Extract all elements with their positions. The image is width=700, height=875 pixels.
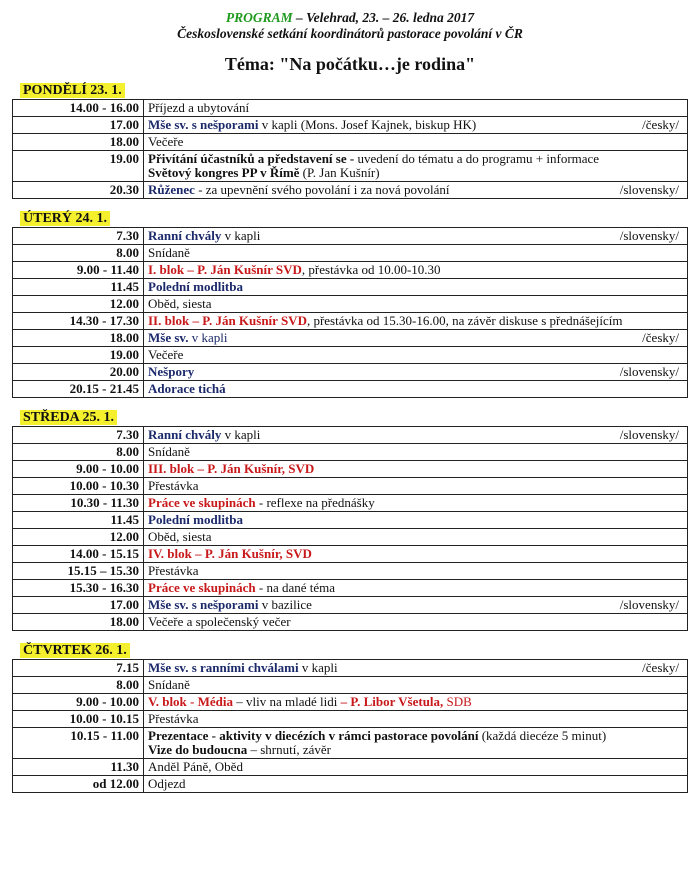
time-cell: 9.00 - 10.00 [13,694,144,711]
entry-text-part: (každá diecéze 5 minut) [478,728,607,743]
entry-text-part: Snídaně [148,245,190,260]
document-header [0,0,700,42]
time-cell: 19.00 [13,347,144,364]
entry-text-part: Přestávka [148,563,199,578]
entry-text-part: Práce ve skupinách [148,580,256,595]
entry-text-part: Odjezd [148,776,186,791]
entry-text-part: - za upevnění svého povolání i za nová povolání [194,182,450,197]
entry-text-part: – P. Libor Všetula, [340,694,444,709]
description-cell [144,313,688,330]
time-cell: 9.00 - 10.00 [13,461,144,478]
schedule-row [13,134,688,151]
day-schedule-table [12,659,688,793]
time-cell: 20.30 [13,182,144,199]
schedule-row [13,330,688,347]
time-cell: 12.00 [13,529,144,546]
description-cell [144,228,688,245]
time-cell: 9.00 - 11.40 [13,262,144,279]
day-section [0,81,700,199]
time-cell: 20.15 - 21.45 [13,381,144,398]
schedule-row [13,313,688,330]
entry-text-part: v kapli [221,427,261,442]
description-cell [144,512,688,529]
entry-text-part: Mše sv. [148,330,189,345]
description-second-line [148,166,683,180]
time-cell: 15.15 – 15.30 [13,563,144,580]
time-cell: 17.00 [13,117,144,134]
time-cell: 7.15 [13,660,144,677]
time-cell: 8.00 [13,677,144,694]
place-dates: – Velehrad, 23. – 26. ledna 2017 [292,10,475,25]
language-note: /česky/ [642,330,679,345]
schedule-row [13,461,688,478]
language-note: /slovensky/ [619,182,679,197]
entry-text-part: Práce ve skupinách [148,495,256,510]
description-cell [144,296,688,313]
day-label: PONDĚLÍ 23. 1. [20,83,125,98]
entry-text-part: Večeře a společenský večer [148,614,291,629]
entry-text-part: SDB [443,694,472,709]
entry-text-part: uvedení do tématu a do programu + informace [357,151,600,166]
day-schedule-table [12,426,688,631]
day-section [0,209,700,398]
description-cell [144,759,688,776]
entry-text-part: v kapli [221,228,261,243]
entry-text-part: Snídaně [148,677,190,692]
entry-text-part: Snídaně [148,444,190,459]
entry-text-part: Večeře [148,347,184,362]
time-cell: 10.15 - 11.00 [13,728,144,759]
time-cell: 8.00 [13,245,144,262]
language-note: /česky/ [642,660,679,675]
description-cell [144,529,688,546]
entry-text-part: II. blok – P. Ján Kušnír SVD [148,313,307,328]
day-schedule-table [12,99,688,199]
schedule-row [13,677,688,694]
time-cell: 8.00 [13,444,144,461]
entry-text-part: , přestávka od 15.30-16.00, na závěr diskuse s přednášejícím [306,313,623,328]
schedule-row [13,478,688,495]
entry-text-part: V. blok - Média [148,694,233,709]
entry-text-part: (P. Jan Kušnír) [299,165,380,180]
language-note: /slovensky/ [619,228,679,243]
entry-text-part: v kapli [298,660,338,675]
time-cell: 20.00 [13,364,144,381]
description-cell [144,117,688,134]
entry-text-part: Ranní chvály [148,228,222,243]
schedule-row [13,296,688,313]
schedule-row [13,444,688,461]
description-cell [144,614,688,631]
entry-text-part: v bazilice [258,597,312,612]
program-line [0,10,700,26]
entry-text-part: Mše sv. s nešporami [148,117,259,132]
description-cell [144,728,688,759]
entry-text-part: IV. blok – P. Ján Kušnír, SVD [148,546,312,561]
schedule-row [13,759,688,776]
description-cell [144,478,688,495]
description-cell [144,563,688,580]
description-cell [144,151,688,182]
entry-text-part: v kapli [188,330,228,345]
description-cell [144,444,688,461]
entry-text-part: - reflexe na přednášky [255,495,375,510]
schedule-row [13,495,688,512]
description-cell [144,427,688,444]
schedule-row [13,262,688,279]
description-second-line [148,743,683,757]
day-label: ČTVRTEK 26. 1. [20,643,130,658]
schedule-row [13,245,688,262]
description-cell [144,677,688,694]
time-cell: 7.30 [13,228,144,245]
description-cell [144,134,688,151]
time-cell: 14.30 - 17.30 [13,313,144,330]
entry-text-part: Prezentace - aktivity v diecézích v rámci pastorace povolání [148,728,479,743]
schedule-row [13,614,688,631]
description-cell [144,347,688,364]
time-cell: 10.00 - 10.15 [13,711,144,728]
entry-text-part: Mše sv. s nešporami [148,597,259,612]
entry-text-part: Ranní chvály [148,427,222,442]
schedule-row [13,694,688,711]
schedule-row [13,563,688,580]
schedule-row [13,228,688,245]
entry-text-part: Polední modlitba [148,512,243,527]
day-label: ÚTERÝ 24. 1. [20,211,110,226]
description-cell [144,262,688,279]
schedule-row [13,117,688,134]
schedule-row [13,529,688,546]
schedule-row [13,279,688,296]
language-note: /slovensky/ [619,427,679,442]
entry-text-part: Oběd, siesta [148,296,212,311]
description-cell [144,245,688,262]
schedule-row [13,597,688,614]
time-cell: 11.30 [13,759,144,776]
time-cell: 14.00 - 15.15 [13,546,144,563]
schedule-row [13,100,688,117]
description-cell [144,711,688,728]
entry-text-part: Oběd, siesta [148,529,212,544]
time-cell: 7.30 [13,427,144,444]
time-cell: 11.45 [13,512,144,529]
time-cell: 18.00 [13,614,144,631]
language-note: /česky/ [642,117,679,132]
schedule-row [13,776,688,793]
schedule [0,81,700,793]
entry-text-part: v kapli (Mons. Josef Kajnek, biskup HK) [258,117,477,132]
day-schedule-table [12,227,688,398]
language-note: /slovensky/ [619,364,679,379]
time-cell: 10.00 - 10.30 [13,478,144,495]
entry-text-part: Světový kongres PP v Římě [148,165,300,180]
time-cell: 18.00 [13,330,144,347]
entry-text-part: I. blok – P. Ján Kušnír SVD [148,262,302,277]
schedule-row [13,347,688,364]
entry-text-part: Mše sv. s ranními chválami [148,660,299,675]
schedule-row [13,151,688,182]
time-cell: 12.00 [13,296,144,313]
language-note: /slovensky/ [619,597,679,612]
entry-text-part: Příjezd a ubytování [148,100,250,115]
schedule-row [13,182,688,199]
entry-text-part: Nešpory [148,364,195,379]
program-label: PROGRAM [225,10,293,25]
schedule-row [13,512,688,529]
time-cell: 18.00 [13,134,144,151]
entry-text-part: Růženec [148,182,195,197]
schedule-row [13,728,688,759]
schedule-row [13,580,688,597]
entry-text-part: – vliv na mladé lidi [233,694,341,709]
entry-text-part: Přestávka [148,711,199,726]
time-cell: 11.45 [13,279,144,296]
day-label: STŘEDA 25. 1. [20,410,117,425]
entry-text-part: III. blok – P. Ján Kušnír, SVD [148,461,315,476]
time-cell: 10.30 - 11.30 [13,495,144,512]
description-cell [144,580,688,597]
description-cell [144,364,688,381]
description-cell [144,182,688,199]
entry-text-part: Přestávka [148,478,199,493]
description-cell [144,279,688,296]
description-cell [144,546,688,563]
entry-text-part: - na dané téma [255,580,336,595]
description-cell [144,100,688,117]
time-cell: 19.00 [13,151,144,182]
schedule-row [13,660,688,677]
description-cell [144,381,688,398]
time-cell: 15.30 - 16.30 [13,580,144,597]
entry-text-part: Adorace tichá [148,381,226,396]
entry-text-part: Přivítání účastníků a představení se - [148,151,358,166]
entry-text-part: , přestávka od 10.00-10.30 [301,262,441,277]
description-cell [144,660,688,677]
entry-text-part: Polední modlitba [148,279,243,294]
entry-text-part: – shrnutí, závěr [247,742,331,757]
description-cell [144,330,688,347]
theme-title: Téma: "Na počátku…je rodina" [224,54,476,74]
time-cell: 17.00 [13,597,144,614]
entry-text-part: Večeře [148,134,184,149]
description-cell [144,461,688,478]
day-section [0,641,700,793]
time-cell: 14.00 - 16.00 [13,100,144,117]
description-cell [144,776,688,793]
schedule-row [13,711,688,728]
day-section [0,408,700,631]
description-cell [144,694,688,711]
schedule-row [13,546,688,563]
schedule-row [13,381,688,398]
subtitle: Československé setkání koordinátorů pastorace povolání v ČR [177,26,523,41]
description-cell [144,495,688,512]
schedule-row [13,364,688,381]
schedule-row [13,427,688,444]
entry-text-part: Vize do budoucna [148,742,248,757]
description-cell [144,597,688,614]
entry-text-part: Anděl Páně, Oběd [148,759,243,774]
time-cell: od 12.00 [13,776,144,793]
